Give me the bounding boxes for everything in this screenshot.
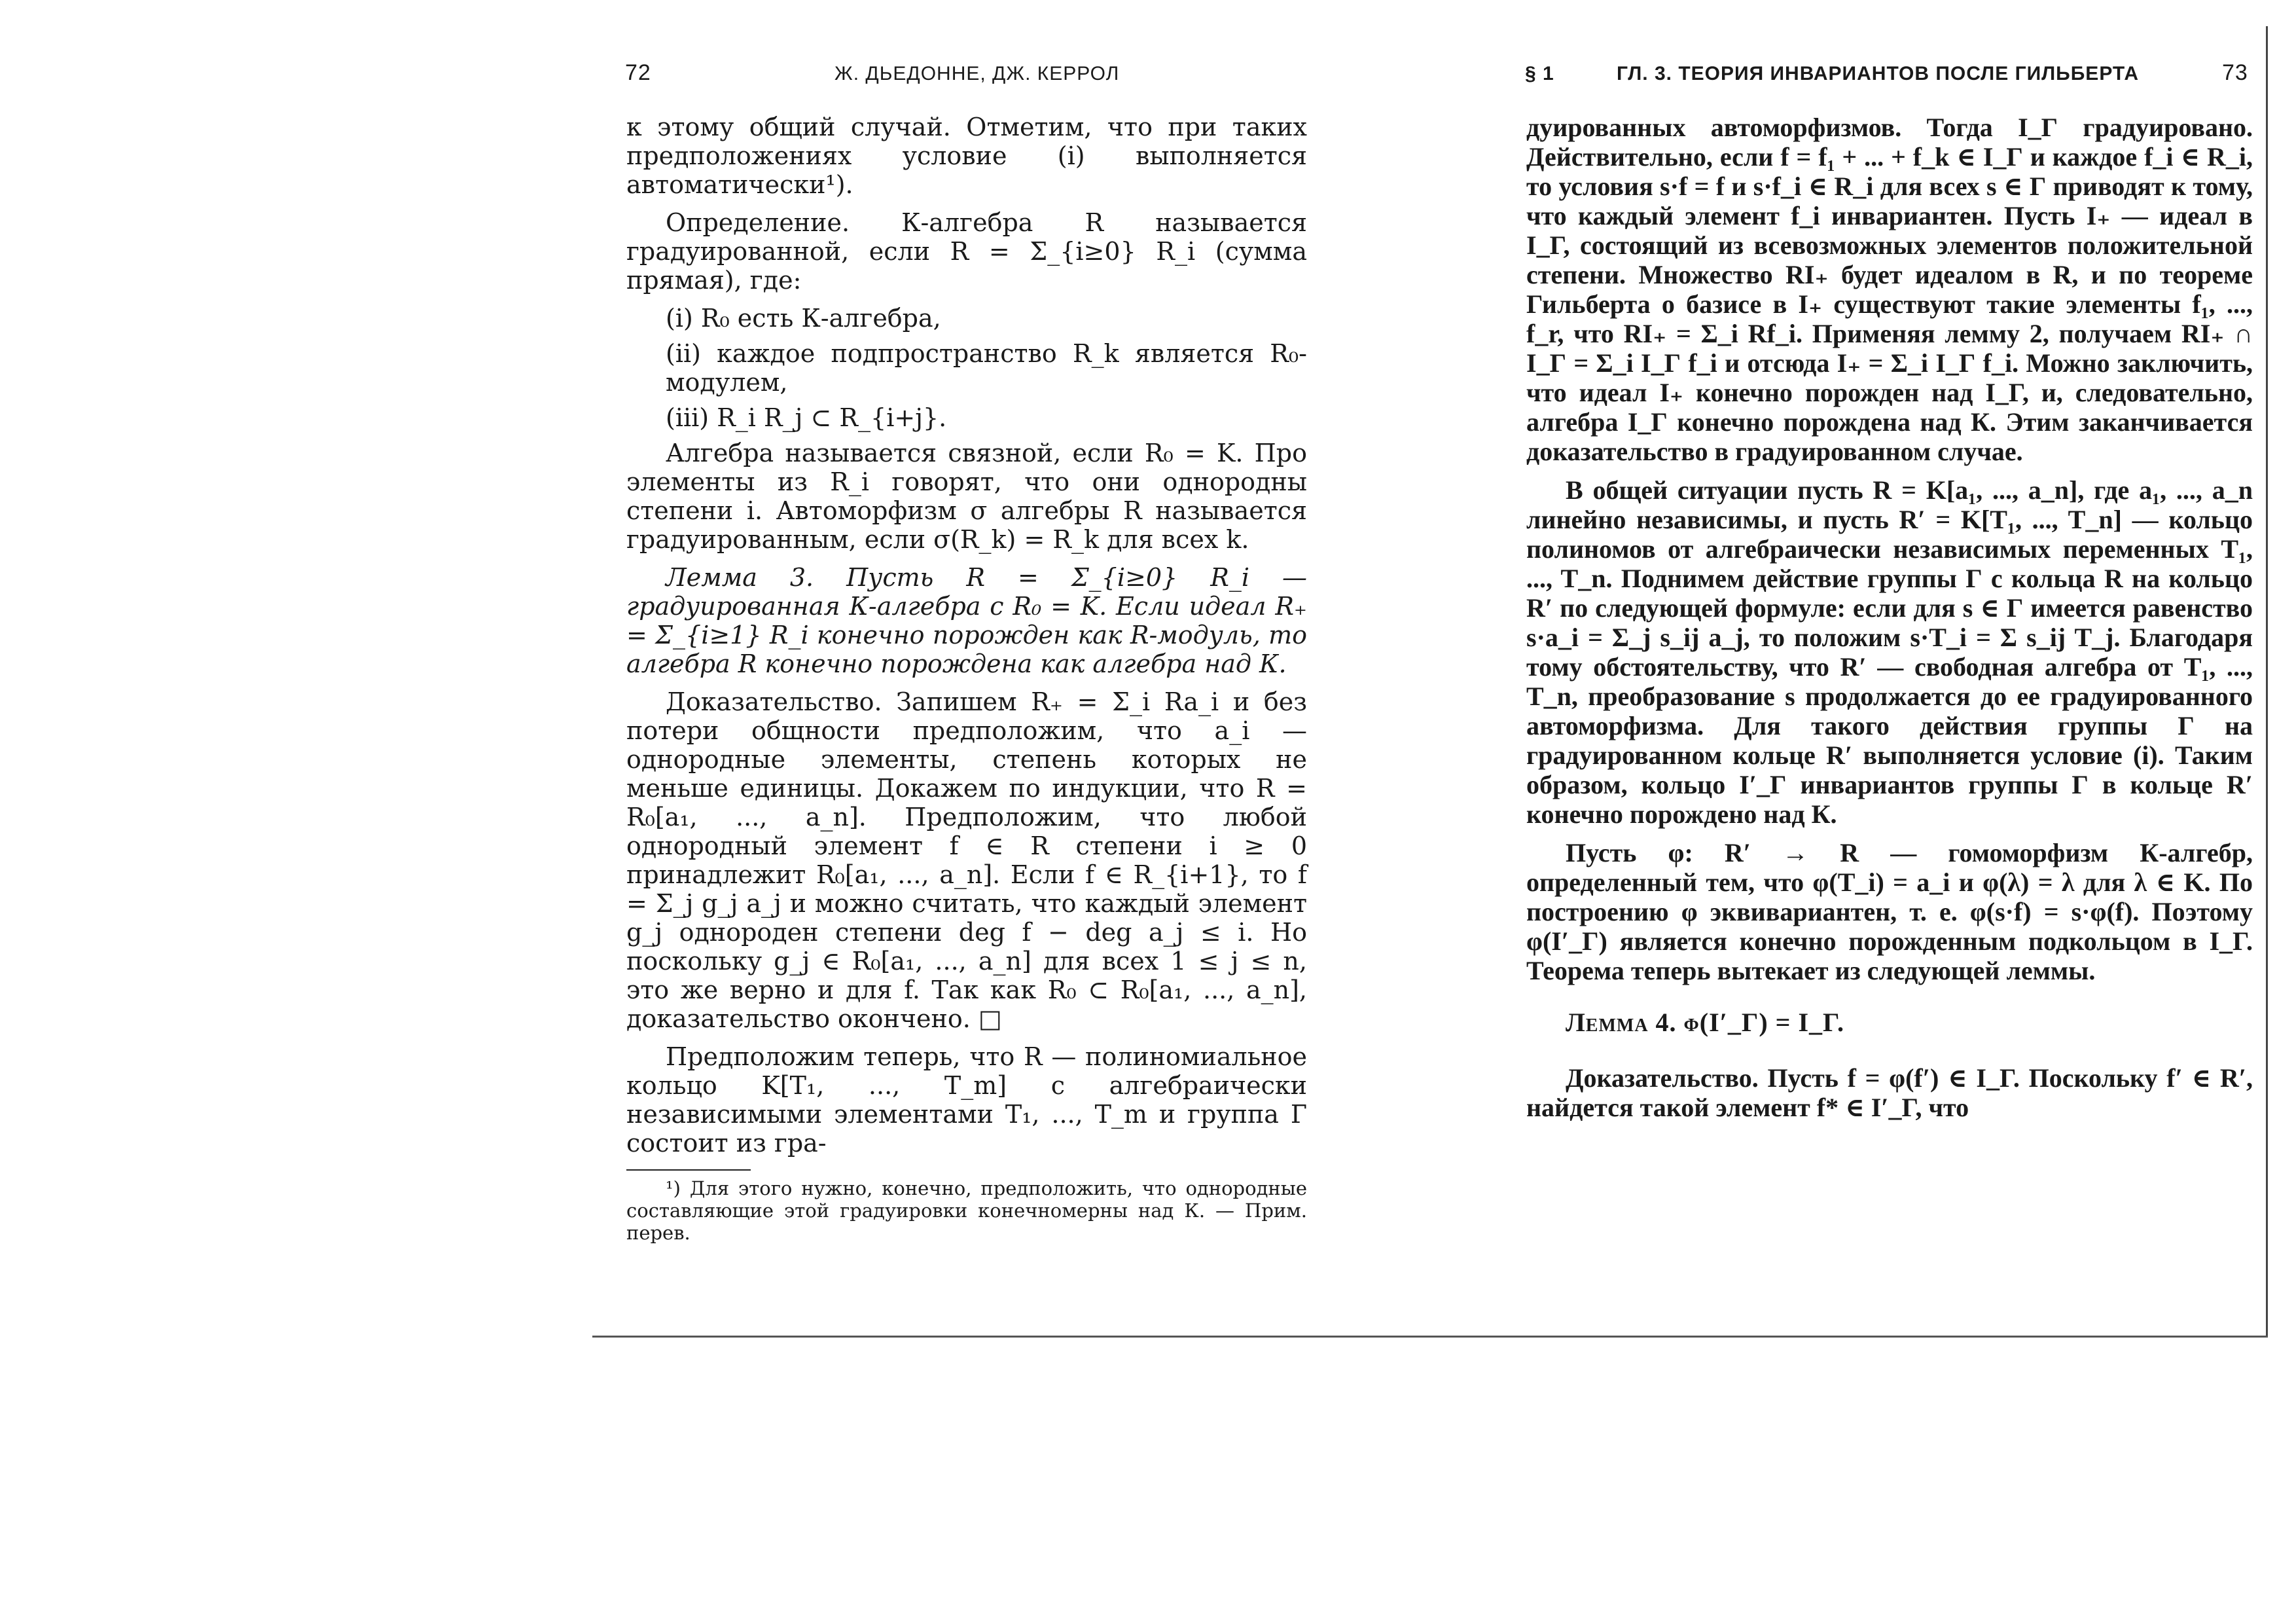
right-page-header <box>1505 60 2278 93</box>
left-page-body <box>626 113 1307 1244</box>
definition-item-1: (i) R₀ есть К-алгебра, <box>666 304 941 333</box>
paragraph: к этому общий случай. Отметим, что при таких предположениях условие (i) выполняется автоматически¹). <box>626 113 1307 199</box>
page-number-right: 73 <box>2222 60 2248 85</box>
proof-paragraph: Доказательство. Запишем R₊ = Σ_i Ra_i и без потери общности предположим, что a_i — однородные элементы, степень которых не меньше единицы. Докажем по индукции, что R = R₀[a₁, ..., a_n]. Предположим, что любой однородный элемент f ∈ R степени i ≥ 0 принадлежит R₀[a₁, ..., a_n]. Если f ∈ R_{i+1}, то f = Σ_j g_j a_j и можно считать, что каждый элемент g_j однороден степени deg f − deg a_j ≤ i. Но поскольку g_j ∈ R₀[a₁, ..., a_n] для всех 1 ≤ j ≤ n, это же верно и для f. Так как R₀ ⊂ R₀[a₁, ..., a_n], доказательство окончено. □ <box>626 687 1307 1033</box>
paragraph: Пусть φ: R′ → R — гомоморфизм К-алгебр, определенный тем, что φ(T_i) = a_i и φ(λ) = λ для λ ∈ K. По построению φ эквивариантен, т. е. φ(s·f) = s·φ(f). Поэтому φ(I′_Г) является конечно порожденным подкольцом в I_Г. Теорема теперь вытекает из следующей леммы. <box>1526 838 2253 985</box>
left-page <box>592 0 1358 1336</box>
section-mark: § 1 <box>1525 63 1554 84</box>
lemma-3: Лемма 3. Пусть R = Σ_{i≥0} R_i — градуированная К-алгебра с R₀ = K. Если идеал R₊ = Σ_{i≥1} R_i конечно порожден как R-модуль, то алгебра R конечно порождена как алгебра над К. <box>626 563 1307 678</box>
paragraph: Алгебра называется связной, если R₀ = K. Про элементы из R_i говорят, что они однородны степени i. Автоморфизм σ алгебры R называется градуированным, если σ(R_k) = R_k для всех k. <box>626 439 1307 554</box>
page-right-edge <box>2266 26 2268 1336</box>
page-bottom-edge <box>592 1336 2268 1338</box>
footnote-rule <box>626 1169 751 1171</box>
footnote <box>626 1177 1307 1244</box>
running-head-right: ГЛ. 3. ТЕОРИЯ ИНВАРИАНТОВ ПОСЛЕ ГИЛЬБЕРТА <box>1617 63 2140 84</box>
paragraph: Предположим теперь, что R — полиномиальное кольцо K[T₁, ..., T_m] с алгебраически независимыми элементами T₁, ..., T_m и группа Г состоит из гра- <box>626 1042 1307 1158</box>
proof-paragraph: Доказательство. Пусть f = φ(f′) ∈ I_Г. Поскольку f′ ∈ R′, найдется такой элемент f* ∈ I′_Г, что <box>1526 1063 2253 1122</box>
page-number-left: 72 <box>625 60 651 85</box>
lemma-4: Лемма 4. φ(I′_Г) = I_Г. <box>1566 1008 1844 1037</box>
right-page <box>1505 0 2278 1336</box>
left-page-header <box>592 60 1358 93</box>
paragraph: В общей ситуации пусть R = K[a₁, ..., a_n], где a₁, ..., a_n линейно независимы, и пусть R′ = K[T₁, ..., T_n] — кольцо полиномов от алгебраически независимых переменных T₁, ..., T_n. Поднимем действие группы Г с кольца R на кольцо R′ по следующей формуле: если для s ∈ Г имеется равенство s·a_i = Σ_j s_ij a_j, то положим s·T_i = Σ s_ij T_j. Благодаря тому обстоятельству, что R′ — свободная алгебра от T₁, ..., T_n, преобразование s продолжается до ее градуированного автоморфизма. Для такого действия группы Г на градуированном кольце R′ выполняется условие (i). Таким образом, кольцо I′_Г инвариантов группы Г в кольце R′ конечно порождено над К. <box>1526 475 2253 829</box>
paragraph: дуированных автоморфизмов. Тогда I_Г градуировано. Действительно, если f = f₁ + ... + f_k ∈ I_Г и каждое f_i ∈ R_i, то условия s·f = f и s·f_i ∈ R_i для всех s ∈ Г приводят к тому, что каждый элемент f_i инвариантен. Пусть I₊ — идеал в I_Г, состоящий из всевозможных элементов положительной степени. Множество RI₊ будет идеалом в R, и по теореме Гильберта о базисе в I₊ существуют такие элементы f₁, ..., f_r, что RI₊ = Σ_i Rf_i. Применяя лемму 2, получаем RI₊ ∩ I_Г = Σ_i I_Г f_i и отсюда I₊ = Σ_i I_Г f_i. Можно заключить, что идеал I₊ конечно порожден над I_Г, и, следовательно, алгебра I_Г конечно порождена над К. Этим заканчивается доказательство в градуированном случае. <box>1526 113 2253 466</box>
footnote-text: ¹) Для этого нужно, конечно, предположить, что однородные составляющие этой градуировки конечномерны над К. — Прим. перев. <box>626 1177 1307 1244</box>
definition-item-2: (ii) каждое подпространство R_k является R₀-модулем, <box>666 339 1307 397</box>
definition-item-3: (iii) R_i R_j ⊂ R_{i+j}. <box>666 403 947 432</box>
right-page-body <box>1526 113 2253 1131</box>
definition-paragraph: Определение. К-алгебра R называется градуированной, если R = Σ_{i≥0} R_i (сумма прямая), где: <box>626 208 1307 295</box>
running-head-left: Ж. ДЬЕДОННЕ, ДЖ. КЕРРОЛ <box>834 63 1120 84</box>
